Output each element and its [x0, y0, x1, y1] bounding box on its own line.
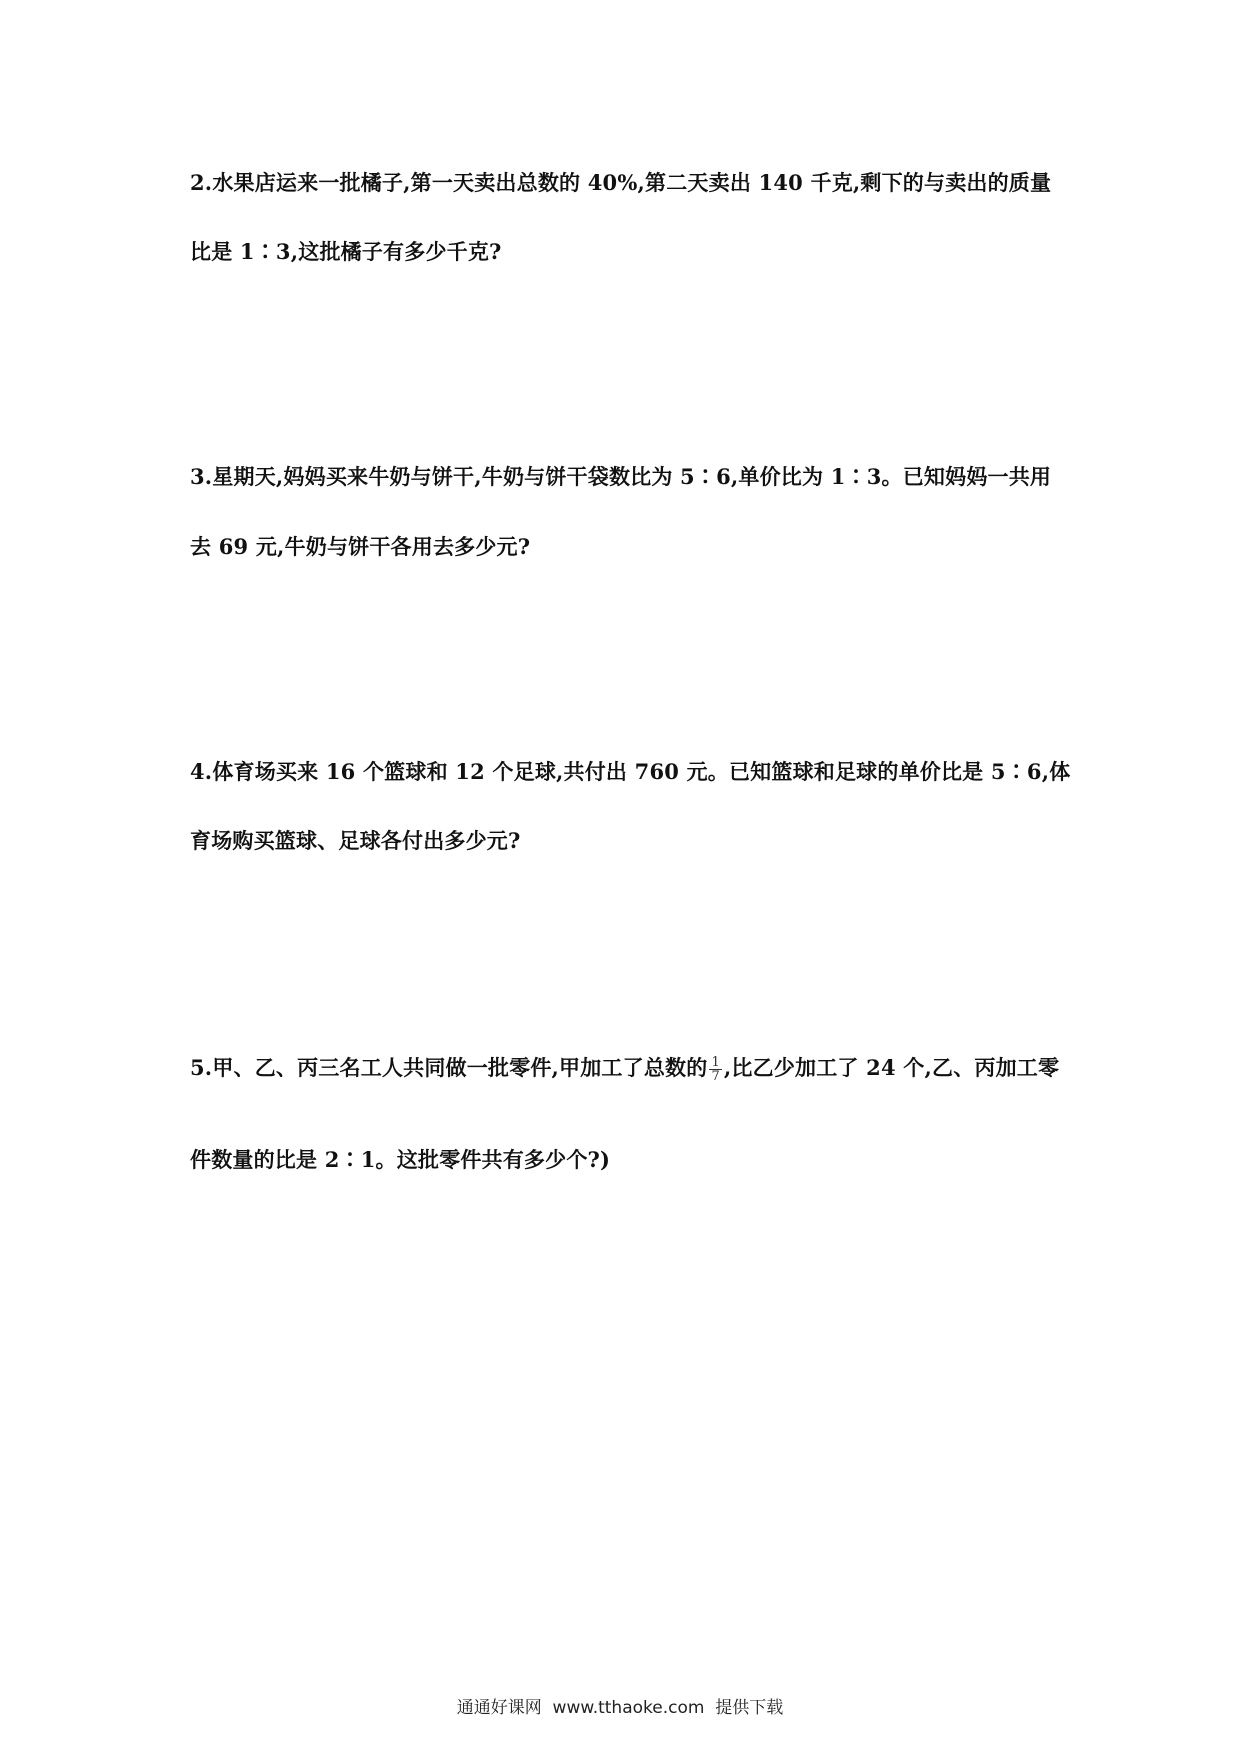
question-2-line-1: 2.水果店运来一批橘子,第一天卖出总数的 40%,第二天卖出 140 千克,剩下的与卖出的质量 — [190, 170, 1052, 195]
question-4-line-2: 育场购买篮球、足球各付出多少元? — [190, 828, 521, 853]
fraction-denominator: 7 — [711, 1069, 720, 1084]
question-4-line-1: 4.体育场买来 16 个篮球和 12 个足球,共付出 760 元。已知篮球和足球的单价比是 5∶6,体 — [190, 759, 1071, 784]
question-5-line-2: 件数量的比是 2∶1。这批零件共有多少个?) — [190, 1147, 611, 1172]
question-3-line-2: 去 69 元,牛奶与饼干各用去多少元? — [190, 534, 531, 559]
question-5-line-1 — [190, 1053, 1065, 1083]
question-2-line-2: 比是 1∶3,这批橘子有多少千克? — [190, 239, 502, 264]
fraction-one-seventh — [709, 1056, 721, 1083]
footer-credit: 通通好课网 www.tthaoke.com 提供下载 — [456, 1698, 784, 1718]
fraction-numerator: 1 — [711, 1055, 720, 1070]
question-5-text-after-fraction: ,比乙少加工了 24 个,乙、丙加工零 — [723, 1055, 1060, 1080]
question-5-text-before-fraction: 5.甲、乙、丙三名工人共同做一批零件,甲加工了总数的 — [190, 1055, 708, 1080]
question-3-line-1: 3.星期天,妈妈买来牛奶与饼干,牛奶与饼干袋数比为 5∶6,单价比为 1∶3。已知妈妈一共用 — [190, 464, 1052, 489]
